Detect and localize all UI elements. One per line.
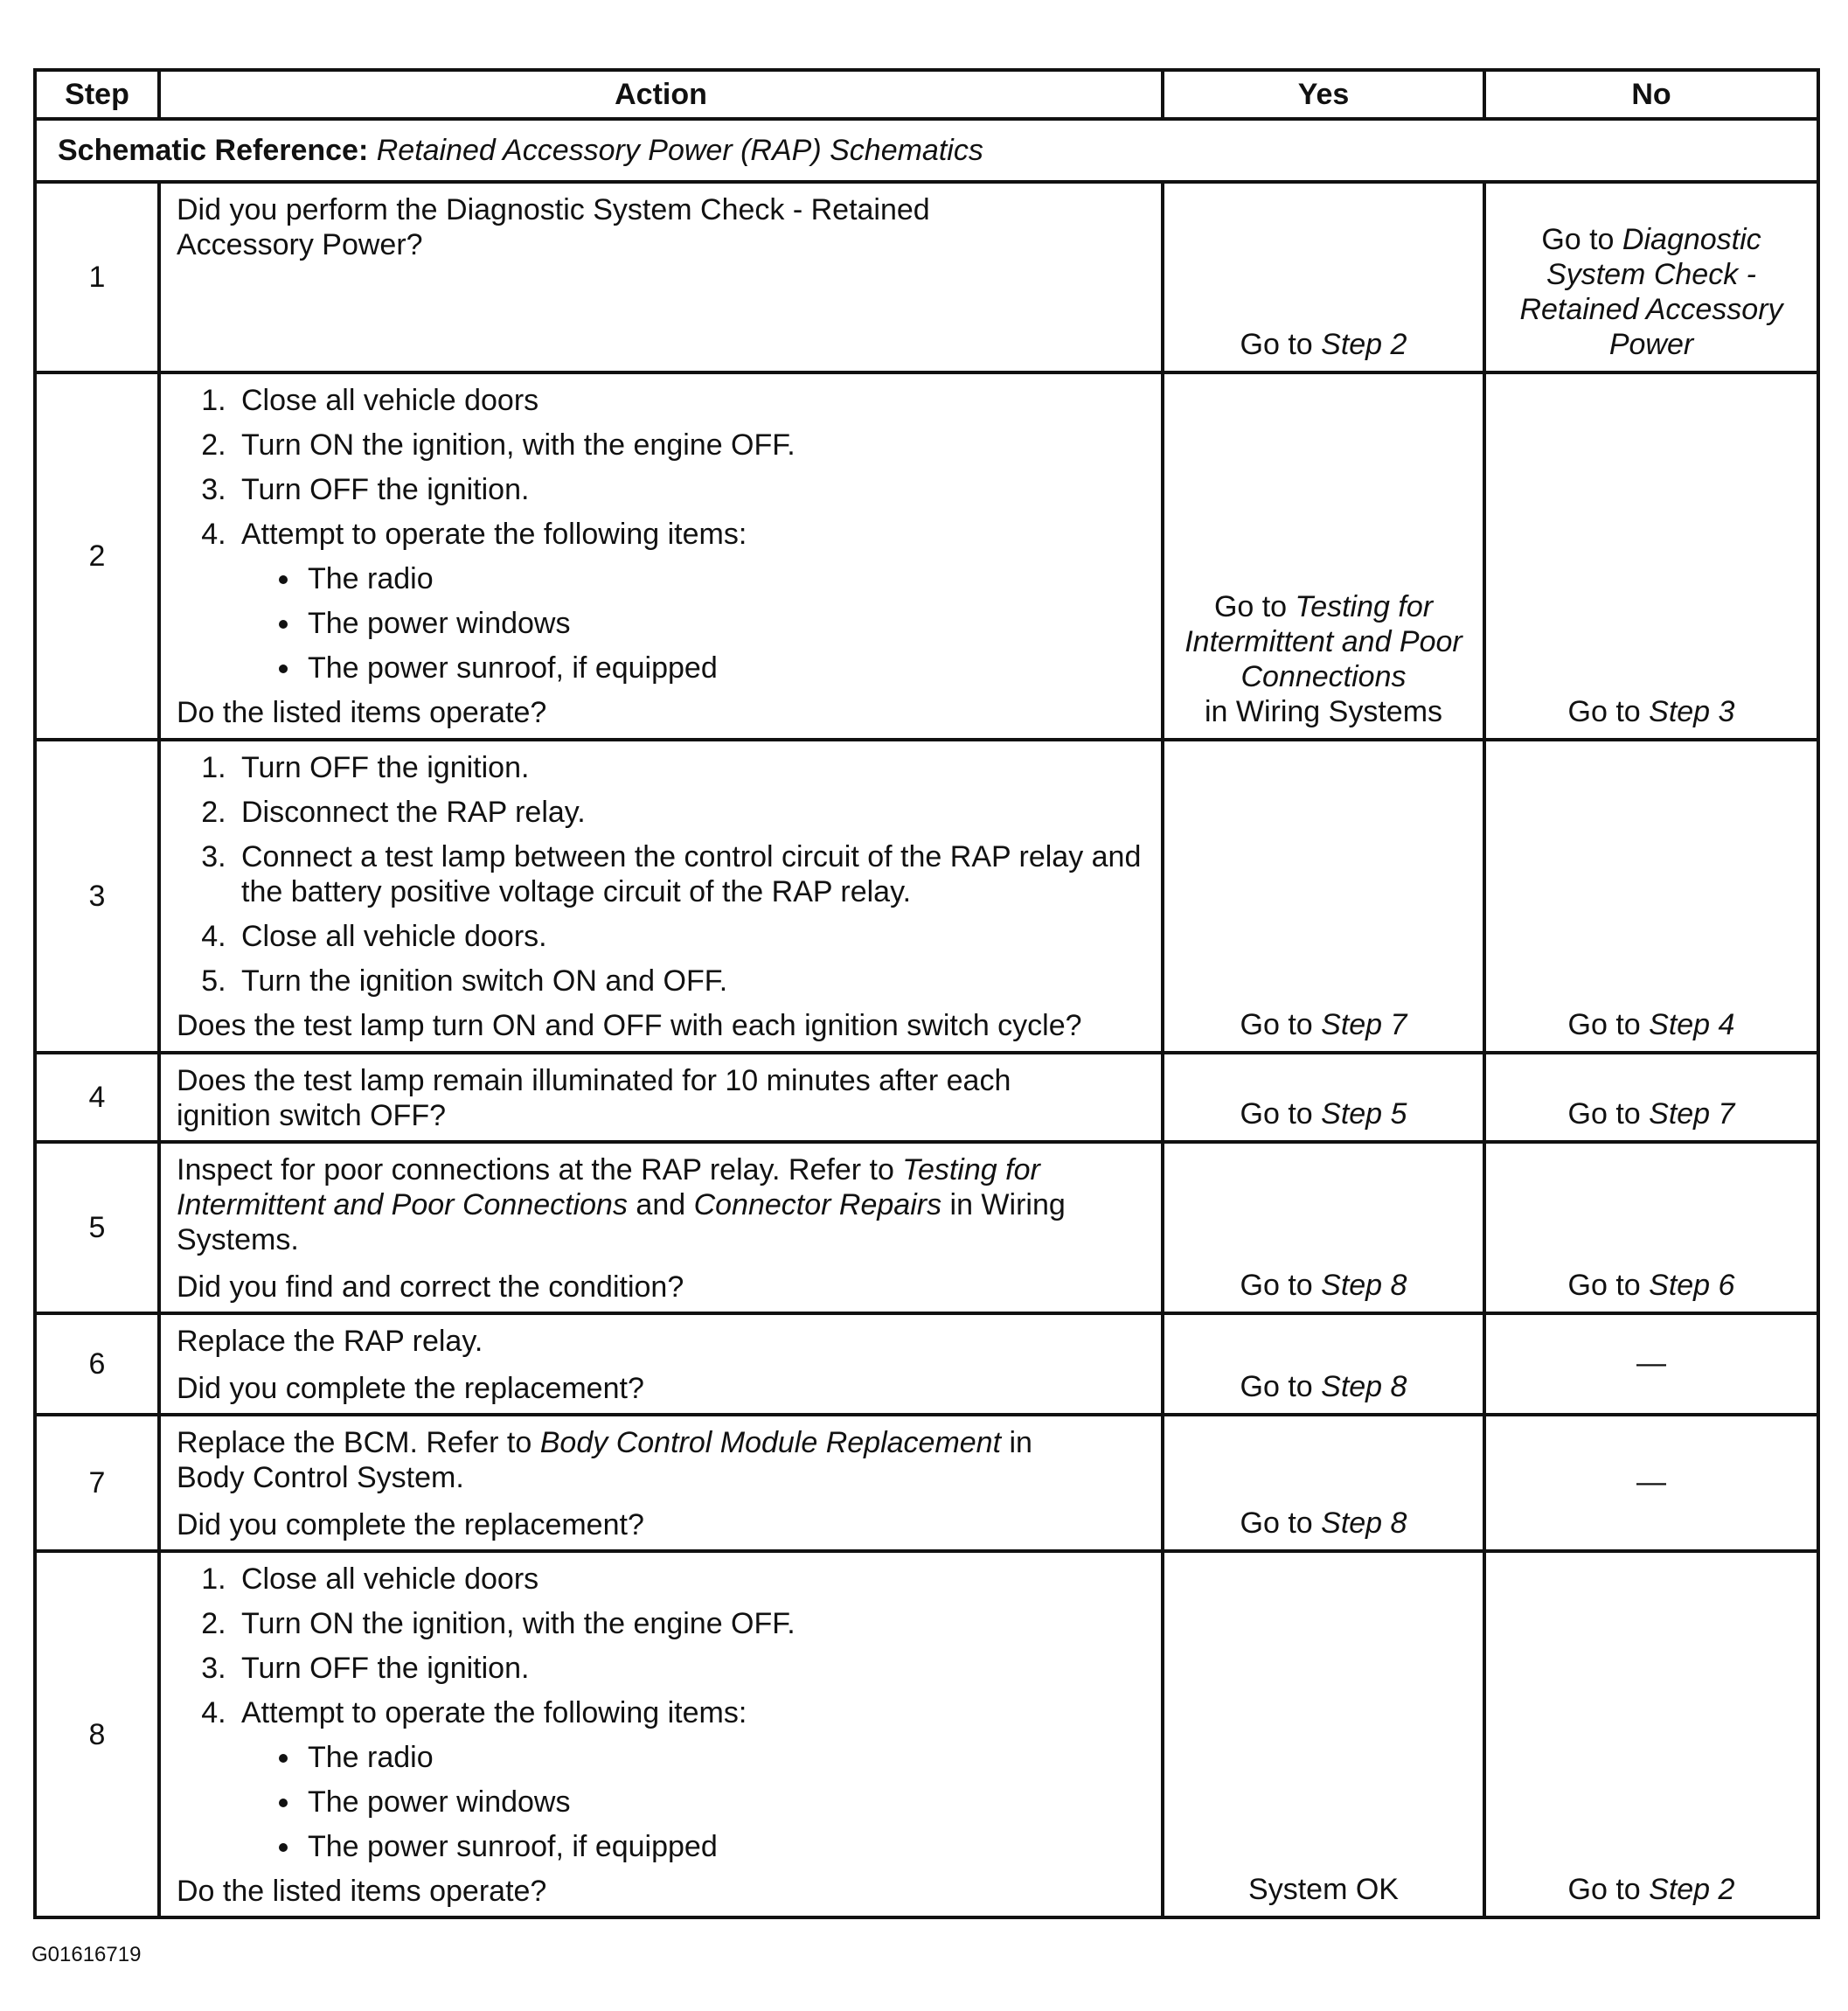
schematic-row — [35, 119, 1818, 182]
header-row — [35, 70, 1818, 119]
link-connector-repairs[interactable]: Connector Repairs — [693, 1188, 942, 1221]
link-testing-intermittent[interactable]: Testing for Intermittent and Poor Connections — [177, 1153, 1040, 1221]
step-number: 4 — [35, 1053, 159, 1142]
no-cell[interactable]: Go to Step 3 — [1484, 372, 1818, 740]
table-row — [35, 1415, 1818, 1551]
procedure-list: 1. Close all vehicle doors 2. Turn ON the ignition, with the engine OFF. 3. Turn OFF the ignition. 4. Attempt to operate the following items: • The radio • The power windows • The power sunroof, if equipped — [177, 1562, 1145, 1864]
no-cell: — — [1484, 1313, 1818, 1415]
action-text: Did you perform the Diagnostic System Check - Retained Accessory Power? — [159, 182, 1163, 372]
question: Do the listed items operate? — [177, 1875, 547, 1908]
action-text: Does the test lamp remain illuminated for 10 minutes after each ignition switch OFF? — [159, 1053, 1163, 1142]
table-row — [35, 1053, 1818, 1142]
link-bcm-replacement[interactable]: Body Control Module Replacement — [539, 1426, 1002, 1459]
yes-cell[interactable]: Go to Step 8 — [1163, 1313, 1484, 1415]
yes-cell: System OK — [1163, 1551, 1484, 1917]
question: Did you find and correct the condition? — [177, 1270, 684, 1304]
schematic-label: Schematic Reference: — [58, 134, 369, 167]
header-yes: Yes — [1163, 70, 1484, 119]
no-cell[interactable]: Go to Step 4 — [1484, 740, 1818, 1053]
step-number: 3 — [35, 740, 159, 1053]
step-number: 7 — [35, 1415, 159, 1551]
yes-cell[interactable]: Go to Step 2 — [1163, 182, 1484, 372]
procedure-list: 1. Turn OFF the ignition. 2. Disconnect the RAP relay. 3. Connect a test lamp between the control circuit of the RAP relay and the battery positive voltage circuit of the RAP relay. 4. Close all vehicle doors. 5. Turn the ignition switch ON and OFF. — [177, 750, 1145, 999]
table-row — [35, 1551, 1818, 1917]
figure-id: G01616719 — [31, 1943, 142, 1966]
table-row — [35, 740, 1818, 1053]
step-number: 8 — [35, 1551, 159, 1917]
no-cell[interactable]: Go to Diagnostic System Check - Retained Accessory Power — [1484, 182, 1818, 372]
yes-cell[interactable]: Go to Step 5 — [1163, 1053, 1484, 1142]
step-number: 5 — [35, 1142, 159, 1313]
step-number: 6 — [35, 1313, 159, 1415]
procedure-list: 1. Close all vehicle doors 2. Turn ON the ignition, with the engine OFF. 3. Turn OFF the ignition. 4. Attempt to operate the following items: • The radio • The power windows • The power sunroof, if equipped — [177, 383, 1145, 685]
item-bullets: • The radio • The power windows • The power sunroof, if equipped — [241, 561, 1145, 685]
action-text — [159, 372, 1163, 740]
step-number: 1 — [35, 182, 159, 372]
item-bullets: • The radio • The power windows • The power sunroof, if equipped — [241, 1740, 1145, 1864]
table-row — [35, 182, 1818, 372]
question: Did you complete the replacement? — [177, 1372, 644, 1405]
header-no: No — [1484, 70, 1818, 119]
yes-cell[interactable]: Go to Step 8 — [1163, 1142, 1484, 1313]
action-text: Replace the RAP relay. Did you complete the replacement? — [159, 1313, 1163, 1415]
header-action: Action — [159, 70, 1163, 119]
yes-cell[interactable]: Go to Testing for Intermittent and Poor Connections in Wiring Systems — [1163, 372, 1484, 740]
action-text — [159, 1551, 1163, 1917]
action-text: Inspect for poor connections at the RAP relay. Refer to Testing for Intermittent and Poor Connections and Connector Repairs in Wiring Systems. Did you find and correct the condition? — [159, 1142, 1163, 1313]
header-step: Step — [35, 70, 159, 119]
question: Does the test lamp turn ON and OFF with each ignition switch cycle? — [177, 1009, 1082, 1042]
no-cell: — — [1484, 1415, 1818, 1551]
yes-cell[interactable]: Go to Step 7 — [1163, 740, 1484, 1053]
action-text: Replace the BCM. Refer to Body Control Module Replacement in Body Control System. Did you complete the replacement? — [159, 1415, 1163, 1551]
step-number: 2 — [35, 372, 159, 740]
question: Do the listed items operate? — [177, 696, 547, 729]
question: Did you complete the replacement? — [177, 1508, 644, 1541]
table-row — [35, 1142, 1818, 1313]
no-cell[interactable]: Go to Step 2 — [1484, 1551, 1818, 1917]
no-cell[interactable]: Go to Step 6 — [1484, 1142, 1818, 1313]
action-text — [159, 740, 1163, 1053]
schematic-link[interactable]: Retained Accessory Power (RAP) Schematics — [376, 134, 983, 167]
no-cell[interactable]: Go to Step 7 — [1484, 1053, 1818, 1142]
table-row — [35, 1313, 1818, 1415]
table-row — [35, 372, 1818, 740]
yes-cell[interactable]: Go to Step 8 — [1163, 1415, 1484, 1551]
schematic-reference — [35, 119, 1818, 182]
diagnostic-table — [33, 68, 1820, 1919]
